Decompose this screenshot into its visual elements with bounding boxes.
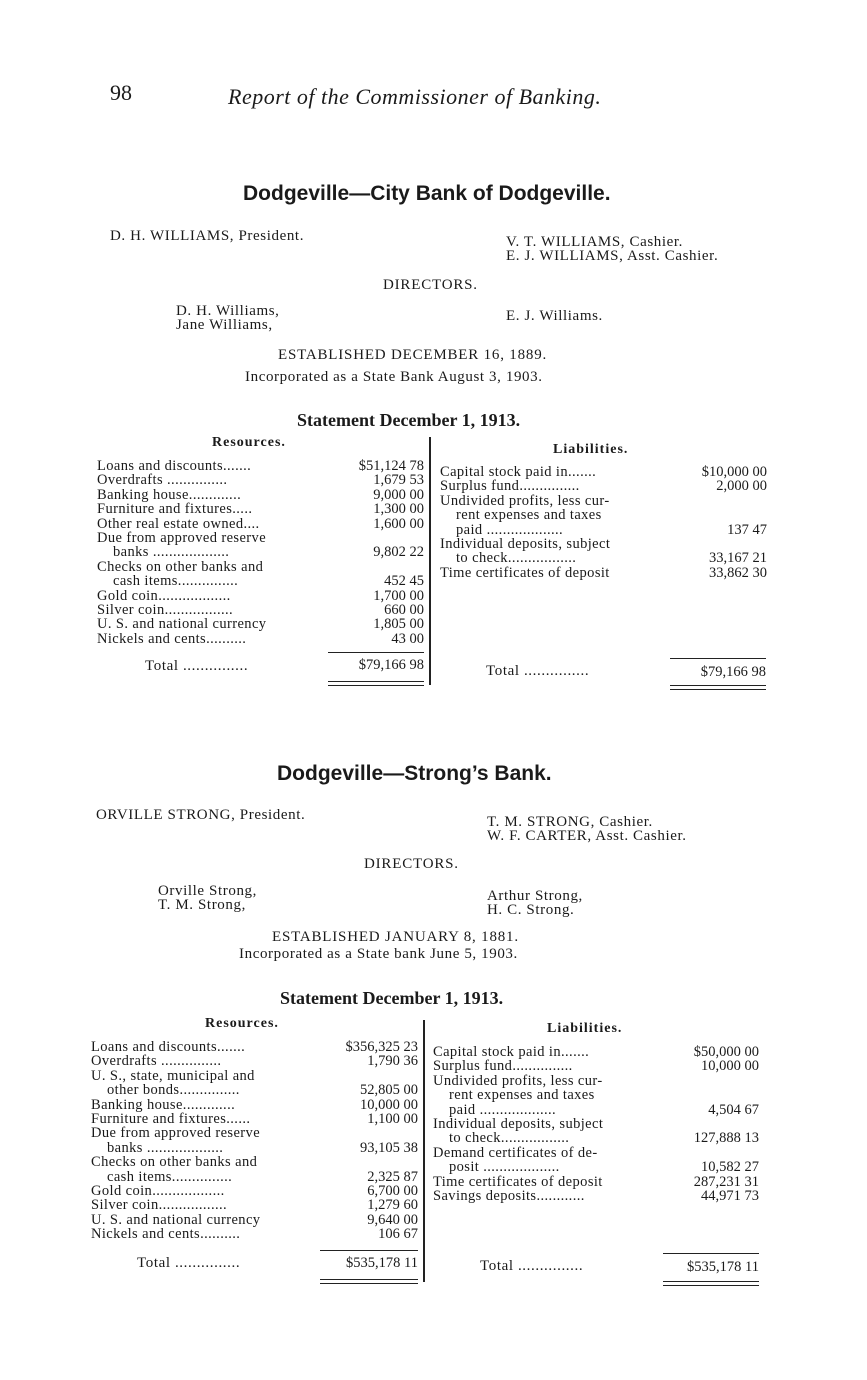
liabilities-item-label: Individual deposits, subject [433, 1116, 604, 1132]
liabilities-item-amount: 127,888 13 [693, 1130, 759, 1147]
liabilities-total-label: Total ............... [480, 1258, 584, 1274]
resources-item-label: U. S., state, municipal and [91, 1067, 255, 1084]
resources-item-label: Gold coin.................. [97, 587, 231, 604]
resources-item-amount: 106 67 [378, 1226, 418, 1243]
liabilities-total-amount: $535,178 11 [687, 1259, 759, 1275]
double-rule [320, 1283, 418, 1284]
resources-item-amount: 52,805 00 [360, 1082, 418, 1099]
resources-item-label: Silver coin................. [97, 602, 234, 618]
total-rule [320, 1250, 418, 1251]
liabilities-item-amount: 33,167 21 [709, 550, 767, 567]
liabilities-item-label: Time certificates of deposit [433, 1173, 603, 1190]
liabilities-item-label: rent expenses and taxes [449, 1087, 595, 1104]
liabilities-item-label: to check................. [449, 1130, 570, 1147]
resources-item-amount: 452 45 [384, 573, 424, 590]
resources-item-amount: 6,700 00 [367, 1183, 418, 1199]
liabilities-item-amount: 2,000 00 [716, 478, 767, 495]
liabilities-heading: Liabilities. [547, 1021, 623, 1036]
liabilities-item-amount: 287,231 31 [693, 1173, 759, 1190]
incorporated-line: Incorporated as a State bank June 5, 1903. [239, 946, 518, 962]
resources-item-label: U. S. and national currency [97, 616, 267, 633]
director: H. C. Strong. [487, 902, 575, 918]
resources-item-label: Checks on other banks and [91, 1154, 258, 1171]
liabilities-item-label: rent expenses and taxes [456, 507, 602, 524]
liabilities-item-label: paid ................... [456, 521, 564, 538]
resources-item-label: Banking house............. [91, 1096, 236, 1113]
page-number: 98 [110, 80, 132, 105]
resources-item-amount: 1,679 53 [373, 472, 424, 489]
resources-item-amount: $51,124 78 [358, 458, 424, 474]
resources-item-label: banks ................... [113, 544, 230, 561]
established-line: ESTABLISHED DECEMBER 16, 1889. [278, 347, 548, 363]
resources-total-amount: $79,166 98 [358, 657, 424, 673]
resources-item-amount: $356,325 23 [345, 1039, 418, 1055]
resources-item-amount: 9,640 00 [367, 1211, 418, 1228]
liabilities-item-label: Time certificates of deposit [440, 564, 610, 581]
liabilities-item-label: Individual deposits, subject [440, 536, 611, 552]
resources-item-amount: 1,300 00 [373, 501, 424, 518]
resources-item-label: Furniture and fixtures...... [91, 1111, 251, 1127]
resources-item-amount: 2,325 87 [367, 1168, 418, 1185]
asst-cashier: E. J. WILLIAMS, Asst. Cashier. [506, 248, 719, 264]
directors-heading: DIRECTORS. [364, 856, 459, 872]
resources-item-label: cash items............... [107, 1168, 233, 1185]
statement-title: Statement December 1, 1913. [280, 988, 504, 1008]
resources-item-label: Loans and discounts....... [91, 1039, 246, 1055]
director: Jane Williams, [176, 317, 273, 333]
cashier: V. T. WILLIAMS, Cashier. [506, 234, 684, 250]
president: D. H. WILLIAMS, President. [110, 228, 305, 244]
resources-item-amount: 1,100 00 [367, 1111, 418, 1127]
total-rule [328, 652, 424, 653]
total-rule [663, 1253, 759, 1254]
directors-heading: DIRECTORS. [383, 277, 478, 293]
double-rule [670, 685, 766, 686]
resources-item-amount: 9,802 22 [373, 544, 424, 561]
liabilities-item-amount: 137 47 [727, 521, 767, 538]
director: Orville Strong, [158, 883, 257, 899]
column-divider [429, 437, 431, 685]
double-rule [320, 1279, 418, 1280]
liabilities-item-amount: $10,000 00 [701, 464, 767, 480]
liabilities-item-amount: 10,582 27 [701, 1159, 759, 1176]
double-rule [328, 685, 424, 686]
resources-item-amount: 1,700 00 [373, 587, 424, 604]
resources-item-amount: 43 00 [391, 630, 424, 647]
resources-item-label: Due from approved reserve [91, 1125, 261, 1142]
resources-item-label: U. S. and national currency [91, 1211, 261, 1228]
director: E. J. Williams. [506, 308, 603, 324]
resources-total-label: Total ............... [145, 658, 249, 674]
resources-item-amount: 10,000 00 [360, 1096, 418, 1113]
resources-item-label: Loans and discounts....... [97, 458, 252, 474]
resources-item-amount: 1,805 00 [373, 616, 424, 633]
resources-item-label: Other real estate owned.... [97, 515, 260, 532]
liabilities-item-label: Capital stock paid in....... [440, 464, 597, 480]
liabilities-item-amount: 10,000 00 [701, 1058, 759, 1075]
total-rule [670, 658, 766, 659]
incorporated-line: Incorporated as a State Bank August 3, 1903. [245, 369, 543, 385]
liabilities-item-amount: 33,862 30 [709, 564, 767, 581]
liabilities-heading: Liabilities. [553, 442, 629, 457]
liabilities-item-label: Undivided profits, less cur- [440, 492, 610, 509]
liabilities-item-label: Savings deposits............ [433, 1188, 585, 1204]
director: Arthur Strong, [487, 888, 583, 904]
resources-item-label: Nickels and cents.......... [91, 1226, 241, 1243]
liabilities-item-label: paid ................... [449, 1101, 557, 1118]
resources-item-label: other bonds............... [107, 1082, 240, 1099]
resources-item-label: Due from approved reserve [97, 530, 267, 546]
resources-item-label: Overdrafts ............... [97, 472, 228, 489]
resources-item-amount: 93,105 38 [360, 1139, 418, 1156]
resources-item-label: Furniture and fixtures..... [97, 501, 253, 518]
liabilities-item-amount: $50,000 00 [693, 1044, 759, 1060]
resources-item-amount: 1,790 36 [367, 1053, 418, 1070]
liabilities-item-label: Surplus fund............... [433, 1058, 573, 1075]
liabilities-item-label: to check................. [456, 550, 577, 567]
resources-item-amount: 9,000 00 [373, 486, 424, 503]
asst-cashier: W. F. CARTER, Asst. Cashier. [487, 828, 687, 844]
resources-item-amount: 660 00 [384, 602, 424, 618]
resources-item-label: Banking house............. [97, 486, 242, 503]
bank-title: Dodgeville—Strong’s Bank. [277, 762, 552, 785]
established-line: ESTABLISHED JANUARY 8, 1881. [272, 929, 519, 945]
liabilities-item-label: Surplus fund............... [440, 478, 580, 495]
liabilities-total-label: Total ............... [486, 663, 590, 679]
cashier: T. M. STRONG, Cashier. [487, 814, 653, 830]
resources-item-label: Checks on other banks and [97, 558, 264, 575]
liabilities-item-label: posit ................... [449, 1159, 560, 1176]
resources-heading: Resources. [212, 435, 286, 450]
resources-heading: Resources. [205, 1016, 279, 1031]
resources-total-amount: $535,178 11 [346, 1255, 418, 1271]
resources-item-label: Silver coin................. [91, 1197, 228, 1214]
bank-title: Dodgeville—City Bank of Dodgeville. [243, 182, 611, 205]
liabilities-item-amount: 44,971 73 [701, 1188, 759, 1204]
resources-item-label: cash items............... [113, 573, 239, 590]
resources-item-label: Overdrafts ............... [91, 1053, 222, 1070]
liabilities-item-label: Capital stock paid in....... [433, 1044, 590, 1060]
resources-item-amount: 1,279 60 [367, 1197, 418, 1214]
running-title: Report of the Commissioner of Banking. [228, 84, 602, 109]
director: T. M. Strong, [158, 897, 246, 913]
column-divider [423, 1020, 425, 1282]
double-rule [663, 1281, 759, 1282]
liabilities-item-label: Undivided profits, less cur- [433, 1072, 603, 1089]
double-rule [663, 1285, 759, 1286]
director: D. H. Williams, [176, 303, 280, 319]
double-rule [670, 689, 766, 690]
resources-item-label: Gold coin.................. [91, 1183, 225, 1199]
statement-title: Statement December 1, 1913. [297, 410, 521, 430]
liabilities-total-amount: $79,166 98 [700, 664, 766, 680]
liabilities-item-amount: 4,504 67 [708, 1101, 759, 1118]
resources-total-label: Total ............... [137, 1255, 241, 1271]
president: ORVILLE STRONG, President. [96, 807, 306, 823]
resources-item-label: banks ................... [107, 1139, 224, 1156]
liabilities-item-label: Demand certificates of de- [433, 1144, 598, 1161]
resources-item-amount: 1,600 00 [373, 515, 424, 532]
resources-item-label: Nickels and cents.......... [97, 630, 247, 647]
double-rule [328, 681, 424, 682]
